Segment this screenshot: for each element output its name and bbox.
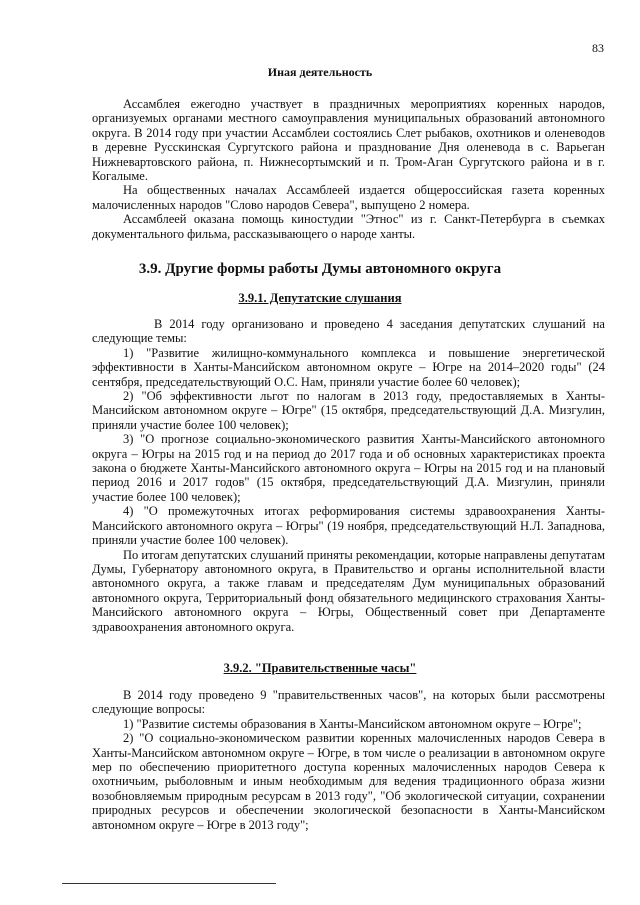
list-item: 1) "Развитие жилищно-коммунального комплекса и повышение энергетической эффективности в Ханты-Мансийском автономном округе – Югре на 2014–2020 годы" (24 сентября, председательствующий О.С. Нам, приняли участие более 60 человек);	[92, 345, 605, 389]
list-item: 1) "Развитие системы образования в Ханты-Мансийском автономном округе – Югре";	[123, 716, 582, 731]
section-other-body	[92, 97, 605, 241]
paragraph: Ассамблеей оказана помощь киностудии "Этнос" из г. Санкт-Петербурга в съемках документального фильма, рассказывающего о народе ханты.	[92, 212, 605, 241]
section-heading-other-activity: Иная деятельность	[267, 65, 373, 79]
footnote-divider	[62, 883, 276, 884]
list-item: 2) "О социально-экономическом развитии коренных малочисленных народов Севера в Ханты-Мансийском автономном округе – Югре, в том числе о реализации в автономном округе мер по обеспечению приоритетного доступа коренных малочисленных народов Севера к охотничьим, рыболовным и иным необходимым для ведения традиционного образа жизни возобновляемым природным ресурсам в 2013 году", "Об экологической ситуации, сохранении природных ресурсов и обеспечении экологической безопасности в Ханты-Мансийском автономном округе – Югре в 2013 году";	[92, 731, 605, 832]
subsection-heading-3-9-2: 3.9.2. "Правительственные часы"	[223, 661, 417, 675]
list-item: 2) "Об эффективности льгот по налогам в 2013 году, предоставляемых в Ханты-Мансийском автономном округе – Югре" (15 октября, председательствующий Д.А. Мизгулин, приняли участие более 100 человек);	[92, 389, 605, 432]
paragraph: В 2014 году проведено 9 "правительственных часов", на которых были рассмотрены следующие вопросы:	[92, 688, 605, 717]
list-item: 3) "О прогнозе социально-экономического развития Ханты-Мансийского автономного округа – Югры на 2015 год и на период до 2017 года и об основных характеристиках проекта закона о бюджете Ханты-Мансийского автономного округа – Югры на 2015 год и на плановый период 2016 и 2017 годов" (15 октября, председательствующий Д.А. Мизгулин, приняли участие более 100 человек);	[92, 432, 605, 504]
list-item: 4) "О промежуточных итогах реформирования системы здравоохранения Ханты-Мансийского автономного округа – Югры" (19 ноября, председательствующий Н.Л. Западнова, приняли участие более 100 человек).	[92, 504, 605, 548]
paragraph: Ассамблея ежегодно участвует в праздничных мероприятиях коренных народов, организуемых органами местного самоуправления муниципальных образований автономного округа. В 2014 году при участии Ассамблеи состоялись Слет рыбаков, охотников и оленеводов в деревне Русскинская Сургутского района и празднование Дня оленевода в с. Варьеган Нижневартовского района, п. Нижнесортымский и п. Тром-Аган Сургутского района и в г. Когалыме.	[92, 97, 605, 184]
paragraph: В 2014 году организовано и проведено 4 заседания депутатских слушаний на следующие темы:	[92, 317, 605, 346]
page-number: 83	[592, 41, 604, 55]
paragraph: По итогам депутатских слушаний приняты рекомендации, которые направлены депутатам Думы, Губернатору автономного округа, в Правительство и органы исполнительной власти автономного округа, а также главам и председателям Дум муниципальных образований автономного округа, Территориальный фонд обязательного медицинского страхования Ханты-Мансийского автономного округа – Югры, Общественный совет при Департаменте здравоохранения автономного округа.	[92, 547, 605, 634]
section-3-9-1-body	[92, 317, 605, 634]
paragraph: На общественных началах Ассамблеей издается общероссийская газета коренных малочисленных народов "Слово народов Севера", выпущено 2 номера.	[92, 183, 605, 212]
section-3-9-2-body	[92, 688, 605, 832]
subsection-heading-3-9-1: 3.9.1. Депутатские слушания	[238, 291, 402, 305]
section-heading-3-9: 3.9. Другие формы работы Думы автономного округа	[138, 261, 502, 277]
